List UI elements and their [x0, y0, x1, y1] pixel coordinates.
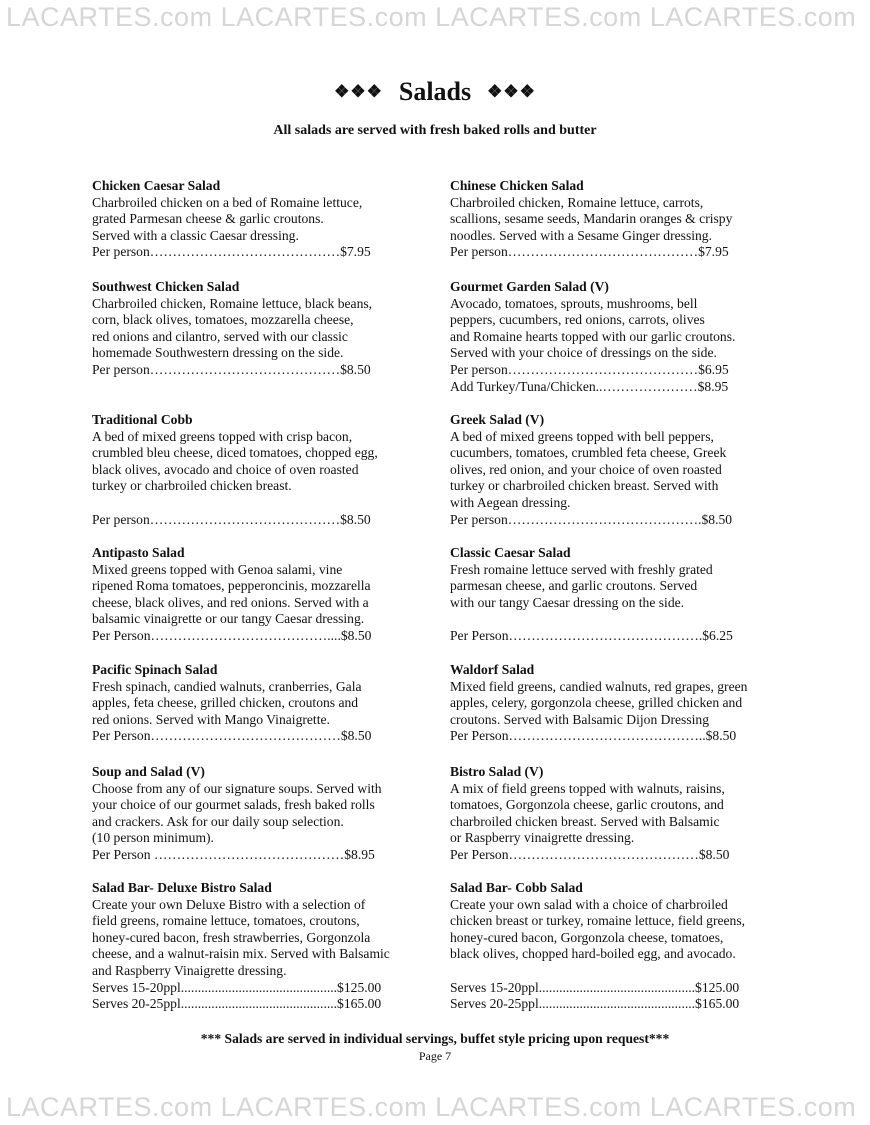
item-desc: with Aegean dressing.	[450, 494, 571, 510]
item-desc: Fresh spinach, candied walnuts, cranberries, Gala	[92, 678, 362, 694]
menu-item	[450, 662, 780, 745]
menu-item	[92, 662, 422, 745]
item-price: Serves 20-25ppl..............................................$165.00	[92, 996, 382, 1012]
item-desc: Served with your choice of dressings on the side.	[450, 345, 717, 361]
item-desc: with our tangy Caesar dressing on the side.	[450, 594, 685, 610]
item-name: Waldorf Salad	[450, 662, 535, 677]
item-desc: A mix of field greens topped with walnuts, raisins,	[450, 780, 725, 796]
item-desc-spacer	[92, 495, 422, 512]
item-desc: A bed of mixed greens topped with crisp bacon,	[92, 428, 353, 444]
item-desc: A bed of mixed greens topped with bell peppers,	[450, 428, 714, 444]
item-desc: crumbled bleu cheese, diced tomatoes, chopped egg,	[92, 445, 378, 461]
item-desc: Mixed greens topped with Genoa salami, vine	[92, 561, 343, 577]
item-desc: red onions and cilantro, served with our classic	[92, 328, 348, 344]
menu-item	[92, 764, 422, 864]
item-desc: corn, black olives, tomatoes, mozzarella cheese,	[92, 312, 354, 328]
item-name: Chinese Chicken Salad	[450, 178, 584, 193]
page-subtitle: All salads are served with fresh baked rolls and butter	[273, 123, 597, 138]
item-desc: Charbroiled chicken, Romaine lettuce, carrots,	[450, 194, 704, 210]
footer-note: *** Salads are served in individual servings, buffet style pricing upon request***	[200, 1031, 670, 1046]
item-desc: Served with a classic Caesar dressing.	[92, 227, 299, 243]
item-desc: cheese, and a walnut-raisin mix. Served with Balsamic	[92, 946, 390, 962]
item-desc: balsamic vinaigrette or our tangy Caesar dressing.	[92, 611, 365, 627]
menu-item	[92, 880, 422, 1013]
item-desc: black olives, avocado and choice of oven roasted	[92, 461, 359, 477]
item-desc: Create your own Deluxe Bistro with a selection of	[92, 896, 366, 912]
item-desc: apples, celery, gorgonzola cheese, grilled chicken and	[450, 695, 743, 711]
item-price: Per person……………………………………$6.95	[450, 361, 729, 377]
item-desc: Choose from any of our signature soups. Served with	[92, 780, 382, 796]
item-desc: grated Parmesan cheese & garlic croutons.	[92, 211, 324, 227]
item-desc: black olives, chopped hard-boiled egg, and avocado.	[450, 946, 736, 962]
item-desc-spacer	[450, 963, 780, 980]
item-price: Serves 20-25ppl..............................................$165.00	[450, 996, 740, 1012]
item-desc: Create your own salad with a choice of charbroiled	[450, 896, 728, 912]
menu-item	[450, 178, 780, 261]
item-desc: scallions, sesame seeds, Mandarin oranges & crispy	[450, 211, 733, 227]
item-name: Chicken Caesar Salad	[92, 178, 221, 193]
item-name: Pacific Spinach Salad	[92, 662, 218, 677]
item-desc: your choice of our gourmet salads, fresh baked rolls	[92, 797, 375, 813]
item-price: Add Turkey/Tuna/Chicken..…………………$8.95	[450, 378, 729, 394]
item-desc: tomatoes, Gorgonzola cheese, garlic croutons, and	[450, 797, 724, 813]
item-desc: ripened Roma tomatoes, pepperoncinis, mozzarella	[92, 578, 371, 594]
item-desc: Avocado, tomatoes, sprouts, mushrooms, bell	[450, 295, 698, 311]
menu-item	[450, 764, 780, 864]
item-desc: parmesan cheese, and garlic croutons. Served	[450, 578, 698, 594]
item-price: Serves 15-20ppl..............................................$125.00	[92, 979, 382, 995]
item-price: Per Person……………………………………$8.50	[92, 728, 372, 744]
item-desc: Charbroiled chicken on a bed of Romaine lettuce,	[92, 194, 363, 210]
item-price: Per Person…………………………………....$8.50	[92, 627, 372, 643]
item-name: Gourmet Garden Salad (V)	[450, 279, 609, 294]
item-name: Classic Caesar Salad	[450, 545, 571, 560]
item-desc: and Raspberry Vinaigrette dressing.	[92, 962, 287, 978]
item-desc: field greens, romaine lettuce, tomatoes, croutons,	[92, 913, 360, 929]
menu-item	[450, 880, 780, 1013]
page-title	[0, 77, 870, 107]
item-price: Per person…………………………………….$8.50	[450, 511, 733, 527]
item-name: Traditional Cobb	[92, 412, 193, 427]
item-name: Bistro Salad (V)	[450, 764, 544, 779]
item-desc: honey-cured bacon, Gorgonzola cheese, tomatoes,	[450, 929, 724, 945]
item-price: Per person……………………………………$8.50	[92, 511, 371, 527]
menu-item	[450, 545, 780, 645]
item-name: Southwest Chicken Salad	[92, 279, 240, 294]
ornament-left-icon: ❖❖❖	[334, 82, 383, 101]
item-desc: Mixed field greens, candied walnuts, red grapes, green	[450, 678, 748, 694]
item-price: Per Person……………………………………..$8.50	[450, 728, 737, 744]
item-desc: Charbroiled chicken, Romaine lettuce, black beans,	[92, 295, 373, 311]
item-desc: or Raspberry vinaigrette dressing.	[450, 830, 635, 846]
item-price: Per person……………………………………$7.95	[92, 244, 371, 260]
item-desc: and Romaine hearts topped with our garlic croutons.	[450, 328, 736, 344]
item-desc: apples, feta cheese, grilled chicken, croutons and	[92, 695, 359, 711]
item-price: Per person……………………………………$7.95	[450, 244, 729, 260]
item-desc: peppers, cucumbers, red onions, carrots, olives	[450, 312, 705, 328]
item-name: Salad Bar- Cobb Salad	[450, 880, 583, 895]
watermark-top: LACARTES.com LACARTES.com LACARTES.com LACARTES.com	[6, 2, 857, 32]
menu-item	[92, 412, 422, 528]
menu-item	[92, 279, 422, 379]
item-name: Antipasto Salad	[92, 545, 185, 560]
item-desc: cheese, black olives, and red onions. Served with a	[92, 594, 369, 610]
menu-item	[450, 412, 780, 528]
watermark-bottom: LACARTES.com LACARTES.com LACARTES.com LACARTES.com	[6, 1092, 857, 1122]
item-desc: cucumbers, tomatoes, crumbled feta cheese, Greek	[450, 445, 727, 461]
item-price: Per Person ……………………………………$8.95	[92, 846, 375, 862]
item-desc: homemade Southwestern dressing on the side.	[92, 345, 344, 361]
page-number: Page 7	[418, 1049, 452, 1063]
item-price: Per Person……………………………………$8.50	[450, 846, 730, 862]
item-desc: honey-cured bacon, fresh strawberries, Gorgonzola	[92, 929, 371, 945]
item-desc-spacer	[450, 611, 780, 628]
item-name: Greek Salad (V)	[450, 412, 545, 427]
item-desc: red onions. Served with Mango Vinaigrette.	[92, 711, 330, 727]
item-desc: croutons. Served with Balsamic Dijon Dressing	[450, 711, 709, 727]
item-desc: charbroiled chicken breast. Served with Balsamic	[450, 813, 720, 829]
item-desc: turkey or charbroiled chicken breast.	[92, 478, 292, 494]
item-desc: noodles. Served with a Sesame Ginger dressing.	[450, 227, 713, 243]
menu-item	[450, 279, 780, 395]
ornament-right-icon: ❖❖❖	[487, 82, 536, 101]
item-desc: (10 person minimum).	[92, 830, 214, 846]
item-desc: and crackers. Ask for our daily soup selection.	[92, 813, 344, 829]
item-price: Per Person…………………………………….$6.25	[450, 627, 733, 643]
item-desc: chicken breast or turkey, romaine lettuce, field greens,	[450, 913, 746, 929]
item-name: Salad Bar- Deluxe Bistro Salad	[92, 880, 272, 895]
item-price: Per person……………………………………$8.50	[92, 361, 371, 377]
menu-item	[92, 178, 422, 261]
title-text: Salads	[398, 77, 472, 106]
item-desc: olives, red onion, and your choice of oven roasted	[450, 461, 722, 477]
menu-item	[92, 545, 422, 645]
item-desc: turkey or charbroiled chicken breast. Served with	[450, 478, 719, 494]
item-desc: Fresh romaine lettuce served with freshly grated	[450, 561, 713, 577]
item-name: Soup and Salad (V)	[92, 764, 205, 779]
item-price: Serves 15-20ppl..............................................$125.00	[450, 979, 740, 995]
